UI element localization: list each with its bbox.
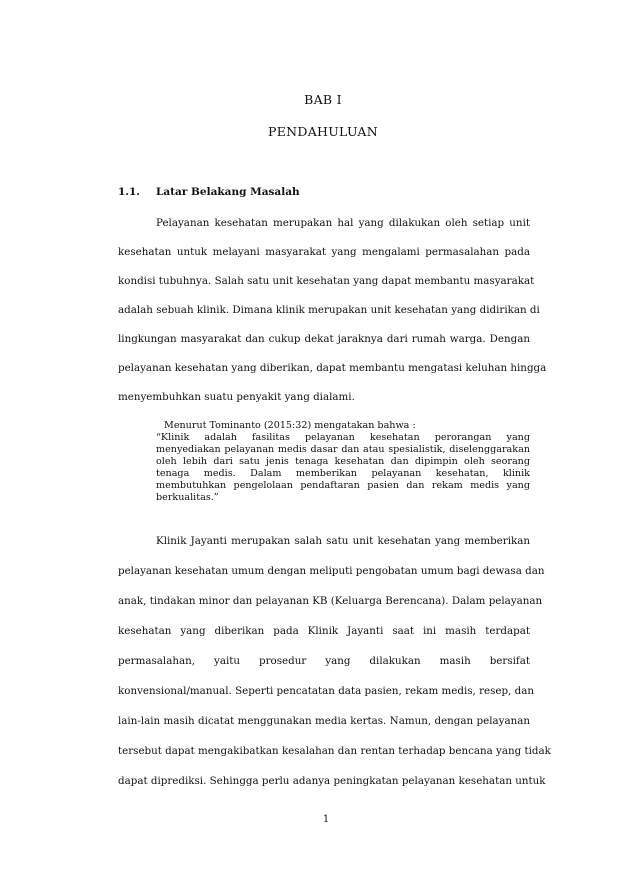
quote-line: tenaga medis. Dalam memberikan pelayanan kesehatan, klinik xyxy=(156,468,530,479)
paragraph-line: Klinik Jayanti merupakan salah satu unit kesehatan yang memberikan xyxy=(156,535,530,547)
paragraph-line: kesehatan yang diberikan pada Klinik Jayanti saat ini masih terdapat xyxy=(118,625,530,637)
section-heading xyxy=(118,186,300,198)
paragraph-line: lain-lain masih dicatat menggunakan media kertas. Namun, dengan pelayanan xyxy=(118,715,530,727)
section-title: Latar Belakang Masalah xyxy=(156,186,300,198)
paragraph-line: pelayanan kesehatan umum dengan meliputi pengobatan umum bagi dewasa dan xyxy=(118,565,545,577)
section-number: 1.1. xyxy=(118,186,140,198)
paragraph-line: anak, tindakan minor dan pelayanan KB (Keluarga Berencana). Dalam pelayanan xyxy=(118,595,543,607)
paragraph-line: konvensional/manual. Seperti pencatatan data pasien, rekam medis, resep, dan xyxy=(118,685,534,697)
paragraph-line: kesehatan untuk melayani masyarakat yang mengalami permasalahan pada xyxy=(118,246,530,258)
page-number: 1 xyxy=(322,814,330,825)
paragraph-line: Pelayanan kesehatan merupakan hal yang dilakukan oleh setiap unit xyxy=(156,217,530,229)
quote-line: berkualitas.” xyxy=(156,492,219,503)
quote-line: menyediakan pelayanan medis dasar dan atau spesialistik, diselenggarakan xyxy=(156,444,530,455)
paragraph-line: tersebut dapat mengakibatkan kesalahan dan rentan terhadap bencana yang tidak xyxy=(118,745,551,757)
paragraph-line: pelayanan kesehatan yang diberikan, dapat membantu mengatasi keluhan hingga xyxy=(118,362,547,374)
chapter-title: PENDAHULUAN xyxy=(268,124,378,139)
quote-line: oleh lebih dari satu jenis tenaga kesehatan dan dipimpin oleh seorang xyxy=(156,456,530,467)
paragraph-line: dapat diprediksi. Sehingga perlu adanya peningkatan pelayanan kesehatan untuk xyxy=(118,775,546,787)
quote-line: membutuhkan pengelolaan pendaftaran pasien dan rekam medis yang xyxy=(156,480,530,491)
quote-intro: Menurut Tominanto (2015:32) mengatakan bahwa : xyxy=(164,420,416,431)
paragraph-line: menyembuhkan suatu penyakit yang dialami. xyxy=(118,391,355,403)
paragraph-line: kondisi tubuhnya. Salah satu unit kesehatan yang dapat membantu masyarakat xyxy=(118,275,535,287)
paragraph-line: adalah sebuah klinik. Dimana klinik merupakan unit kesehatan yang didirikan di xyxy=(118,304,540,316)
chapter-label: BAB I xyxy=(304,92,342,107)
quote-line: “Klinik adalah fasilitas pelayanan kesehatan perorangan yang xyxy=(156,432,530,443)
paragraph-line: lingkungan masyarakat dan cukup dekat jaraknya dari rumah warga. Dengan xyxy=(118,333,530,345)
paragraph-line: permasalahan, yaitu prosedur yang dilakukan masih bersifat xyxy=(118,655,530,667)
